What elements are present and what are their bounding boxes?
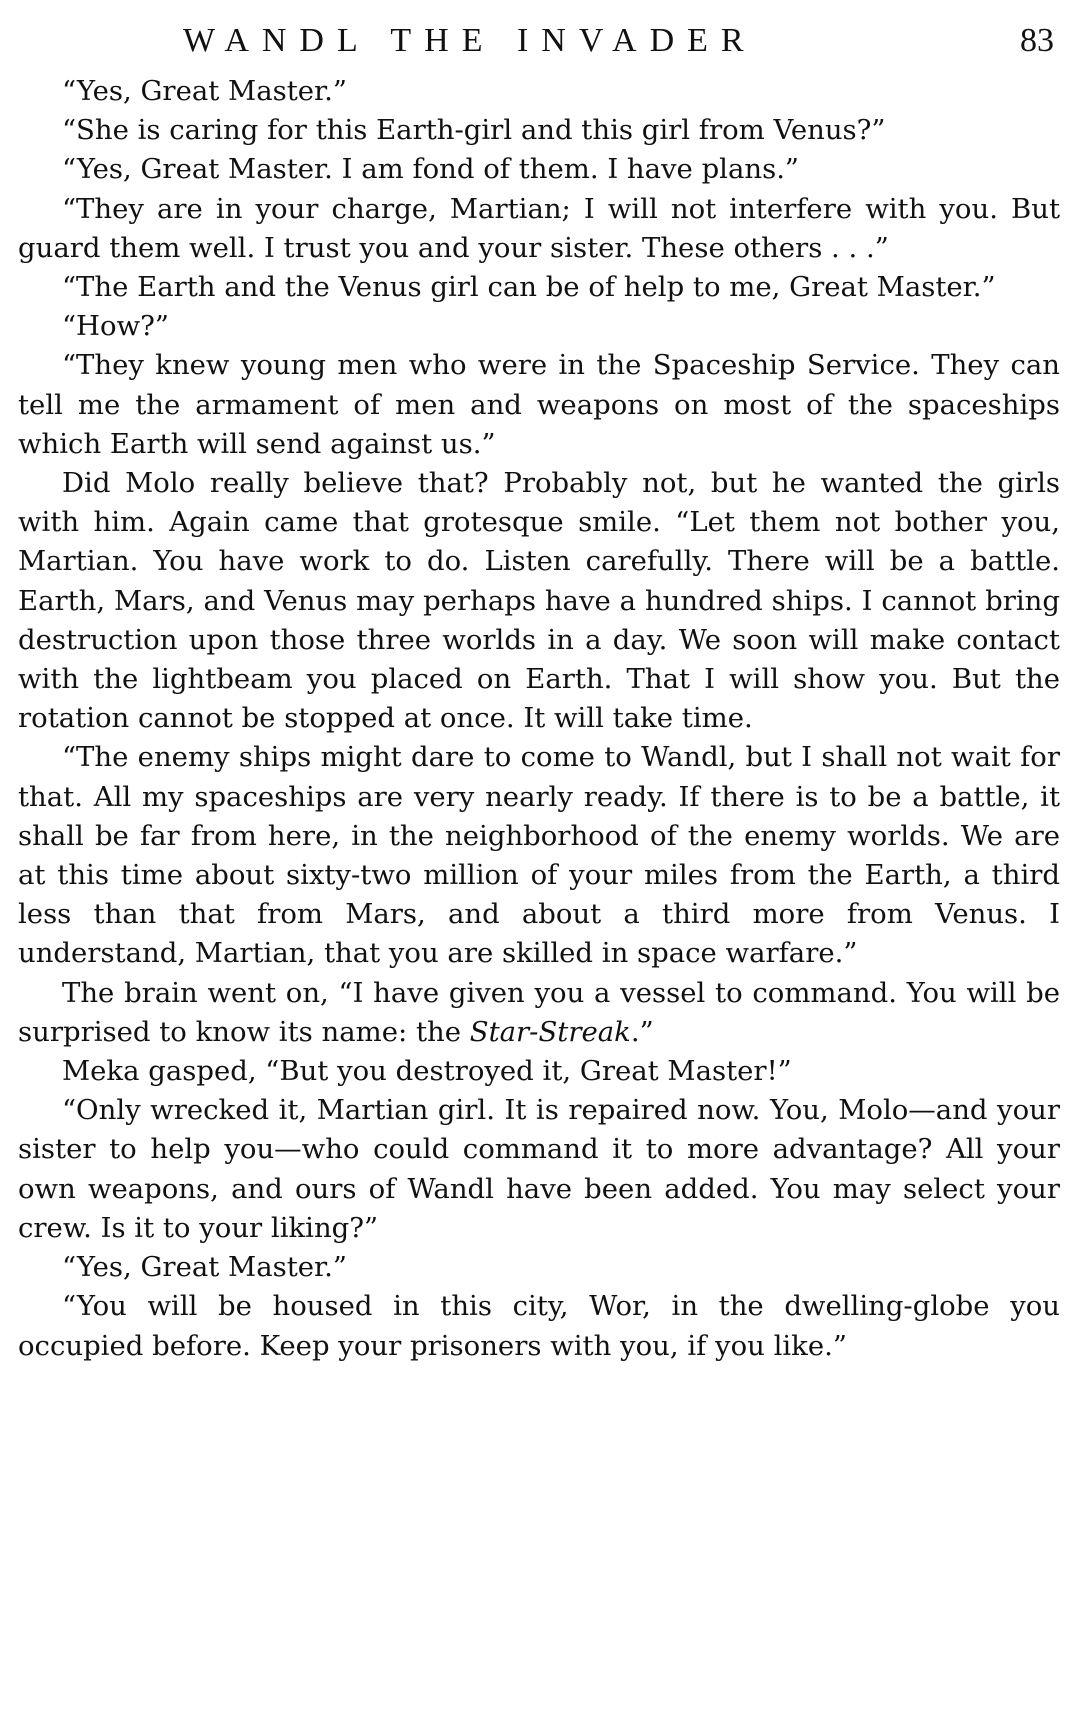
running-head: WANDL THE INVADER: [183, 22, 757, 59]
book-page: [18, 0, 1060, 1714]
paragraph: Meka gasped, “But you destroyed it, Great Master!”: [62, 1055, 792, 1088]
paragraph: The brain went on, “I have given you a vessel to command. You will be surprised to know its name: the Star-Streak.”: [18, 976, 1060, 1048]
page-number: 83: [1020, 22, 1054, 59]
paragraph: “The enemy ships might dare to come to Wandl, but I shall not wait for that. All my spaceships are very nearly ready. If there is to be a battle, it shall be far from here, in the neighborhood of the enemy worlds. We are at this time about sixty-two million of your miles from the Earth, a third less than that from Mars, and about a third more from Venus. I understand, Martian, that you are skilled in space warfare.”: [18, 741, 1060, 970]
page-header: [18, 18, 1060, 64]
paragraph: “How?”: [62, 310, 169, 343]
paragraph: “Yes, Great Master.”: [62, 1251, 347, 1284]
paragraph: “You will be housed in this city, Wor, in the dwelling-globe you occupied before. Keep your prisoners with you, if you like.”: [18, 1290, 1060, 1362]
paragraph: “They knew young men who were in the Spaceship Service. They can tell me the armament of men and weapons on most of the spaceships which Earth will send against us.”: [18, 349, 1060, 460]
paragraph: “They are in your charge, Martian; I will not interfere with you. But guard them well. I trust you and your sister. These others . . .”: [18, 192, 1060, 264]
body-text: [18, 72, 1060, 1366]
paragraph: Did Molo really believe that? Probably not, but he wanted the girls with him. Again came that grotesque smile. “Let them not bother you, Martian. You have work to do. Listen carefully. There will be a battle. Earth, Mars, and Venus may perhaps have a hundred ships. I cannot bring destruction upon those three worlds in a day. We soon will make contact with the lightbeam you placed on Earth. That I will show you. But the rotation cannot be stopped at once. It will take time.: [18, 467, 1060, 735]
paragraph: “Yes, Great Master.”: [62, 75, 347, 107]
paragraph: “Only wrecked it, Martian girl. It is repaired now. You, Molo—and your sister to help you—who could command it to more advantage? All your own weapons, and ours of Wandl have been added. You may select your crew. Is it to your liking?”: [18, 1094, 1060, 1244]
paragraph: “The Earth and the Venus girl can be of help to me, Great Master.”: [62, 271, 996, 304]
paragraph: “She is caring for this Earth-girl and this girl from Venus?”: [62, 114, 886, 147]
ship-name: Star-Streak: [469, 1015, 631, 1048]
paragraph: “Yes, Great Master. I am fond of them. I have plans.”: [62, 153, 799, 186]
